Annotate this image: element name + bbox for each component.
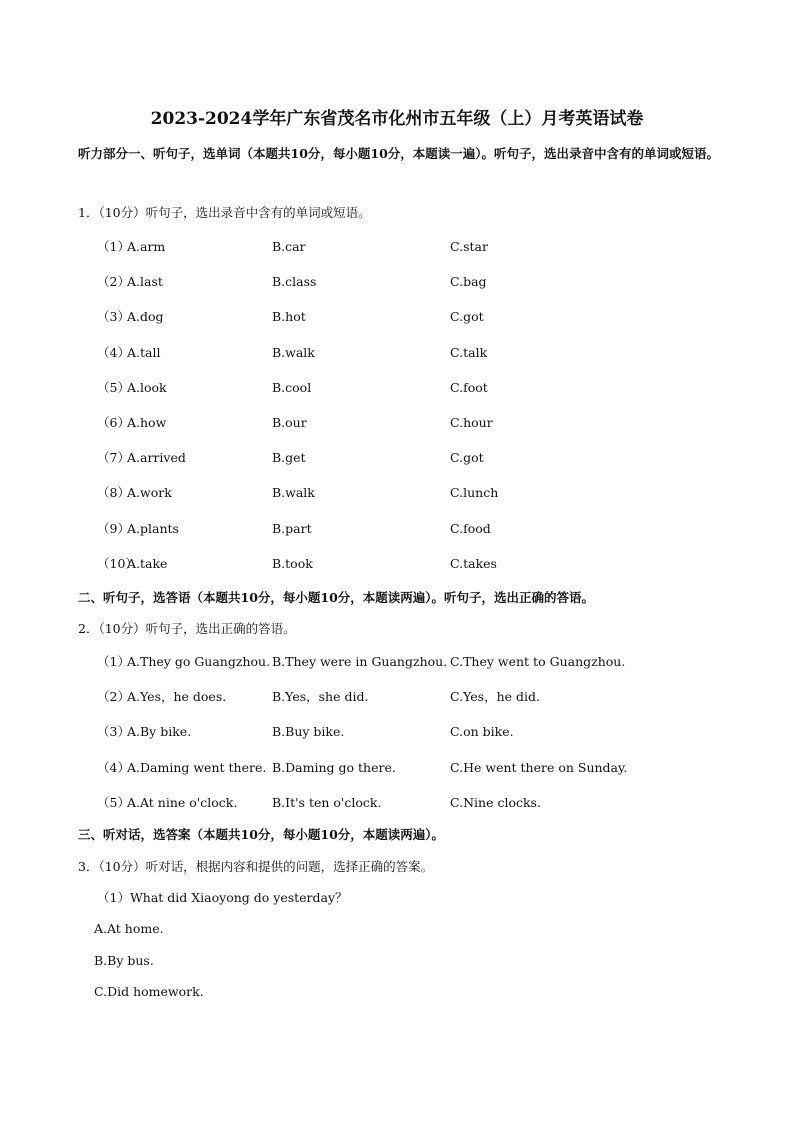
q1-option-a: A.look bbox=[127, 379, 167, 395]
question-3-prompt: 3．（10分）听对话，根据内容和提供的问题，选择正确的答案。 bbox=[78, 859, 434, 874]
q1-item-number: （10） bbox=[97, 555, 138, 571]
q2-item bbox=[97, 793, 737, 813]
q2-option-c: C.He went there on Sunday. bbox=[450, 759, 628, 775]
q1-item bbox=[97, 272, 737, 292]
q1-option-c: C.talk bbox=[450, 344, 488, 360]
q1-option-b: B.get bbox=[272, 450, 306, 466]
q1-item bbox=[97, 448, 737, 468]
q1-option-c: C.star bbox=[450, 239, 488, 254]
q1-option-b: B.cool bbox=[272, 379, 312, 395]
q1-option-b: B.class bbox=[272, 274, 317, 290]
q2-option-a: A.Daming went there. bbox=[127, 759, 267, 775]
q1-item bbox=[97, 237, 737, 257]
q1-item bbox=[97, 483, 737, 503]
q1-option-c: C.got bbox=[450, 309, 484, 325]
q1-option-a: A.arm bbox=[127, 239, 166, 254]
q1-option-c: C.food bbox=[450, 520, 491, 536]
question-1-prompt: 1．（10分）听句子，选出录音中含有的单词或短语。 bbox=[78, 205, 371, 220]
q1-item bbox=[97, 307, 737, 327]
section-2-heading: 二、听句子，选答语（本题共10分，每小题10分，本题读两遍）。听句子，选出正确的答语。 bbox=[78, 590, 595, 605]
q1-item-number: （6） bbox=[97, 415, 130, 430]
q1-item bbox=[97, 519, 737, 539]
question-3-sub-question: （1）What did Xiaoyong do yesterday？ bbox=[97, 890, 348, 905]
q2-option-b: B.Daming go there. bbox=[272, 759, 396, 775]
q2-item-number: （2） bbox=[97, 689, 130, 705]
q1-option-b: B.walk bbox=[272, 344, 315, 360]
question-3-option-a: A.At home. bbox=[94, 921, 164, 936]
q1-item bbox=[97, 413, 737, 433]
q1-option-a: A.plants bbox=[127, 520, 179, 536]
q1-option-c: C.foot bbox=[450, 379, 488, 395]
q1-option-c: C.takes bbox=[450, 555, 497, 571]
q1-item bbox=[97, 378, 737, 398]
q2-option-a: A.At nine o'clock. bbox=[127, 794, 238, 810]
q1-item-number: （7） bbox=[97, 450, 130, 466]
q2-option-a: A.Yes，he does. bbox=[127, 689, 227, 705]
q2-item-number: （4） bbox=[97, 759, 130, 775]
q1-item-number: （3） bbox=[97, 309, 130, 325]
q1-option-b: B.walk bbox=[272, 485, 315, 501]
q2-option-c: C.Nine clocks. bbox=[450, 794, 541, 810]
q1-option-b: B.took bbox=[272, 555, 313, 571]
q1-option-a: A.take bbox=[127, 555, 168, 571]
q2-option-a: A.They go Guangzhou. bbox=[127, 654, 271, 669]
q1-option-a: A.how bbox=[127, 415, 167, 430]
section-3-heading: 三、听对话，选答案（本题共10分，每小题10分，本题读两遍）。 bbox=[78, 827, 445, 842]
question-2-prompt: 2．（10分）听句子，选出正确的答语。 bbox=[78, 621, 296, 636]
q2-option-b: B.They were in Guangzhou. bbox=[272, 654, 448, 669]
q1-item-number: （2） bbox=[97, 274, 130, 290]
q2-item bbox=[97, 687, 737, 707]
section-1-heading: 听力部分一、听句子，选单词（本题共10分，每小题10分，本题读一遍）。听句子，选出录音中含有的单词或短语。 bbox=[78, 146, 720, 161]
q1-option-b: B.our bbox=[272, 415, 307, 430]
q1-item-number: （5） bbox=[97, 379, 130, 395]
q1-item-number: （1） bbox=[97, 239, 130, 254]
q1-item bbox=[97, 554, 737, 574]
q1-option-a: A.last bbox=[127, 274, 163, 290]
question-3-option-b: B.By bus. bbox=[94, 953, 154, 968]
q2-option-b: B.Yes，she did. bbox=[272, 689, 369, 705]
q2-option-c: C.Yes，he did. bbox=[450, 689, 540, 705]
q1-item-number: （9） bbox=[97, 520, 130, 536]
q1-item-number: （4） bbox=[97, 344, 130, 360]
q2-item-number: （5） bbox=[97, 794, 130, 810]
q1-option-c: C.bag bbox=[450, 274, 487, 290]
q2-item bbox=[97, 652, 737, 672]
q2-item-number: （3） bbox=[97, 724, 130, 740]
q1-option-b: B.part bbox=[272, 520, 312, 536]
q2-option-b: B.It's ten o'clock. bbox=[272, 794, 382, 810]
q1-item bbox=[97, 343, 737, 363]
q2-option-b: B.Buy bike. bbox=[272, 724, 345, 740]
page-title: 2023-2024学年广东省茂名市化州市五年级（上）月考英语试卷 bbox=[150, 109, 644, 129]
q2-item bbox=[97, 722, 737, 742]
q1-option-a: A.dog bbox=[127, 309, 164, 325]
q2-option-a: A.By bike. bbox=[127, 724, 192, 740]
q1-item-number: （8） bbox=[97, 485, 130, 501]
q1-option-c: C.hour bbox=[450, 415, 493, 430]
q1-option-c: C.got bbox=[450, 450, 484, 466]
q2-item bbox=[97, 758, 737, 778]
q1-option-b: B.hot bbox=[272, 309, 306, 325]
question-3-option-c: C.Did homework. bbox=[94, 984, 204, 999]
q1-option-c: C.lunch bbox=[450, 485, 499, 501]
q2-item-number: （1） bbox=[97, 654, 130, 669]
q1-option-b: B.car bbox=[272, 239, 306, 254]
q1-option-a: A.tall bbox=[127, 344, 161, 360]
q2-option-c: C.on bike. bbox=[450, 724, 514, 740]
q1-option-a: A.work bbox=[127, 485, 172, 501]
q1-option-a: A.arrived bbox=[127, 450, 186, 466]
q2-option-c: C.They went to Guangzhou. bbox=[450, 654, 626, 669]
